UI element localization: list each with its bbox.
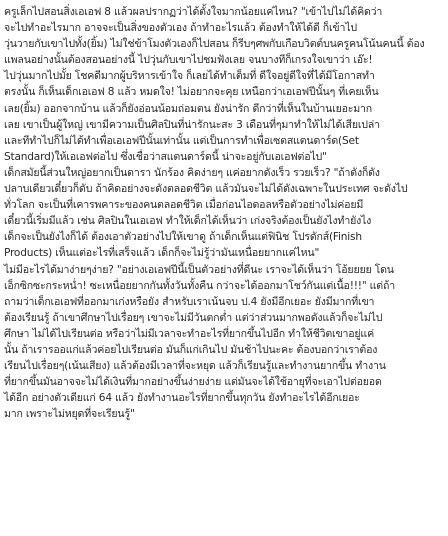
paragraph-youth-fame: เด็กสมัยนี้ส่วนใหญ่อยากเป็นดารา นักร้อง คิดง่ายๆ แค่อยากดังเร็ว รวยเร็ว? "ถ้าดังก็ดัง ปลาบเดียวเดี๋ยวก็ดับ ถ้าคิดอย่างจะดังตลอดชีวิต แล้วมันจะไม่ได้ดังเฉพาะในประเทศ จะดังไป ทั่วโลก จะเป็นที่เคารพคาระของคนตลอดชีวิต เมื่อก่อนไอดอลหรือตัวอย่างไม่ค่อยมี เดี๋ยวนี้เริ่มมีแล้ว เช่น ศิลปินในเอเอฟ ทำให้เด็กได้เห็นว่า เก่งจริงต้องเป็นยังไงทำยังไง เด็กจะเป็นยังไงก็ได้ ต้องเอาตัวอย่างไปให้เขาดู ถ้าเด็กเห็นแต่ฟินิช โปรดักส์(Finish Products) เห็นแต่อะไรที่เสร็จแล้ว เด็กก็จะไม่รู้ว่ามันเหนื่อยยากแค่ไหน": [4, 166, 408, 260]
paragraph-intro-question: ครูเล็กไปสอนสิ่งเอเอฟ 8 แล้วผลปรากฏว่าได้ตั้งใจมากน้อยแค่ไหน? "เข้าไปไม่ได้คิดว่า จะไปทำอะไรมาก อาจจะเป็นสิ่งของตัวเอง ถ้าทำอะไรแล้ว ต้องทำให้ได้ดี ก็เข้าไป วุ่นวายกับเขาไปทั้ง(ยิ้ม) ไม่ใช่ข้าโมงตัวเองก็ไปสอน ก็รีบๆศพกับเกือบวิตต์บนครูคนโน้นคนนี้ ต้อง แพลนอย่างนั้นต้องสอนอย่างนี้ ไปวุ่นกับเขาไปชมฟังเลย จนบางทีก็เกรงใจเขาว่า เอ๊ะ! ไปวุ่นมากไปมั้ย โชคดีมากผู้บริหารเข้าใจ ก็เลยได้ทำเต็มที่ ดีใจอยู่ดีใจที่ได้มีโอกาสทำ ตรงนั้น ก็เห็นเด็กเอเอฟ 8 แล้ว หมดใจ! ไม่อยากจะคุย เหนือกว่าเอเอฟปีนั้นๆ ที่เคยเห็น เลย(ยิ้ม) ออกจากบ้าน แล้วก็ยังอ่อนน้อมถ่อมตน ยังน่ารัก ดีกว่าที่เห็นในบ้านเยอะมาก เลย เขาเป็นผู้ใหญ่ เขามีความเป็นศิลปินที่น่ารักนะสะ 3 เดือนที่ๆมาทำให้ไม่ได้เสียเปล่า และทีทำไปก็ไม่ได้ทำเพื่อเอเอฟปีนั้นเท่านั้น แต่เป็นการทำเพื่อเซตสแตนดาร์ด(Set Standard)ให้เอเอฟต่อไป ซึ่งเชื่อว่าสแตนดาร์ดนี้ น่าจะอยู่กับเอเอฟต่อไป": [4, 6, 425, 163]
paragraph-keep-learning: ไม่มีอะไรได้มาง่ายๆง่าย? "อย่างเอเอฟปีนี้เป็นตัวอย่างที่ดีนะ เราจะได้เห็นว่า โอ้ยยยย โดน เอ็กซิกซะกระหน่ำ! ซะเหนื่อยยากกันทั้งวันทั้งคืน กว่าจะได้ออกมาโชว์กันแต่เนื้อ!!!" แต่ถ้า ถามว่าเด็กเอเอฟที่ออกมาเก่งหรือยัง สำหรับเราเน้นจบ ป.4 ยังมีอีกเยอะ ยังมีมากที่เขา ต้องเรียนรู้ ถ้าเขาศึกษาไปเรื่อยๆ เขาจะไม่มีวันตกต่ำ แต่ว่าส่วนมากพอดังแล้วก็จะไม่ไป ศึกษา ไม่ได้ไปเรียนต่อ หรือว่าไม่มีเวลาจะทำอะไรที่ยากขึ้นไปอีก ทำให้ชีวิตเขาอยู่แค่ นั้น ถ้าเรารออแก่แล้วค่อยไปเรียนต่อ มันก็แก่เกินไป มันช้าไปนะคะ ต้องบอกว่าเราต้อง เรียนไปเรื่อยๆ(เน้นเสียง) แล้วต้องมีเวลาที่จะหยุด แล้วก็เรียนรู้และทำงานยากขึ้น ทำงาน ที่ยากขึ้นมันอาจจะไม่ได้เงินที่มากอย่างขึ้นง่ายง่าย แต่มันจะได้ใช้อายุที่จะเอาไปต่อยอด ได้อีก อย่างตัวเดียแก่ 64 แล้ว ยังทำงานอะไรที่ยากขึ้นทุกวัน ยังทำอะไรได้อีกเยอะ มาก เพราะไม่หยุดที่จะเรียนรู้": [4, 263, 395, 421]
article-body: [4, 4, 442, 422]
